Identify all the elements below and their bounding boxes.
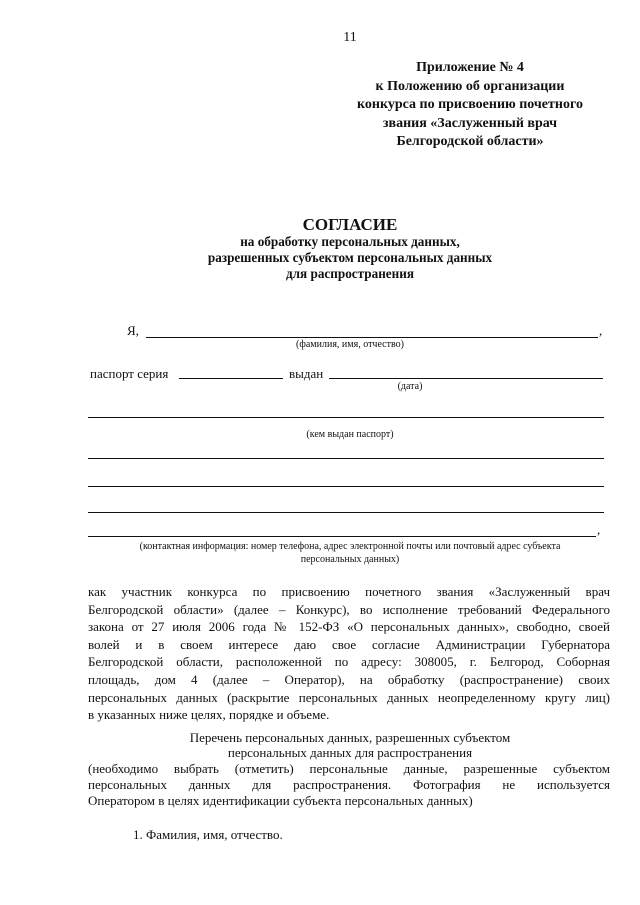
contact-caption-line: (контактная информация: номер телефона, адрес электронной почты или почтовый адрес субъекта xyxy=(139,541,561,552)
consent-paragraph xyxy=(88,583,610,724)
contact-field-line[interactable] xyxy=(88,458,604,459)
contact-caption xyxy=(90,540,610,566)
fio-caption: (фамилия, имя, отчество) xyxy=(296,339,404,350)
appendix-line: Белгородской области» xyxy=(396,134,544,149)
list-note xyxy=(88,761,610,809)
paragraph-line: как участник конкурса по присвоению почетного звания «Заслуженный врач xyxy=(88,584,610,599)
subtitle-line: разрешенных субъектом персональных данных xyxy=(207,250,493,265)
paragraph-line: персональных данных (раскрытие персональных данных неопределенному кругу лиц) xyxy=(88,689,610,705)
list-heading xyxy=(90,730,610,760)
list-note-line: (необходимо выбрать (отметить) персональные данные, разрешенные субъектом xyxy=(88,761,610,776)
i-label: Я, xyxy=(127,323,139,338)
fio-field[interactable] xyxy=(146,337,598,338)
list-heading-line: персональных данных для распространения xyxy=(227,745,473,760)
contact-field-line[interactable] xyxy=(88,486,604,487)
document-subtitle xyxy=(110,234,590,282)
contact-comma: , xyxy=(597,522,601,537)
appendix-line: к Положению об организации xyxy=(375,78,565,94)
issued-date-field[interactable] xyxy=(329,378,603,379)
contact-field-line[interactable] xyxy=(88,536,596,537)
contact-caption-line: персональных данных) xyxy=(300,554,400,565)
contact-field-line[interactable] xyxy=(88,512,604,513)
paragraph-line: волей и в своем интересе даю свое согласие Администрации Губернатора xyxy=(88,636,610,652)
issued-by-field[interactable] xyxy=(88,417,604,418)
paragraph-line: Белгородской области» (далее – Конкурс), во исполнение требований Федерального xyxy=(88,601,610,617)
list-note-line: Оператором в целях идентификации субъекта персональных данных) xyxy=(88,793,473,808)
subtitle-line: на обработку персональных данных, xyxy=(240,234,460,249)
passport-series-label: паспорт серия xyxy=(90,366,169,381)
date-caption: (дата) xyxy=(397,381,423,392)
paragraph-line: закона от 27 июля 2006 года № 152-ФЗ «О персональных данных», свободно, своей xyxy=(88,619,610,635)
paragraph-line: в указанных ниже целях, порядке и объеме. xyxy=(88,707,330,723)
page-number: 11 xyxy=(343,30,357,45)
appendix-line: конкурса по присвоению почетного xyxy=(357,97,583,112)
issued-label: выдан xyxy=(289,366,324,381)
document-title: СОГЛАСИЕ xyxy=(302,215,398,234)
paragraph-line: площадь, дом 4 (далее – Оператор), на обработку (распространение) своих xyxy=(88,671,610,687)
fio-comma: , xyxy=(599,323,603,338)
issued-by-caption: (кем выдан паспорт) xyxy=(306,429,394,440)
paragraph-line: Белгородской области, расположенной по адресу: 308005, г. Белгород, Соборная xyxy=(88,654,610,670)
subtitle-line: для распространения xyxy=(285,266,414,281)
list-heading-line: Перечень персональных данных, разрешенных субъектом xyxy=(189,730,511,745)
passport-series-field[interactable] xyxy=(179,378,283,379)
appendix-line: звания «Заслуженный врач xyxy=(382,115,558,131)
list-note-line: персональных данных для распространения. Фотография не используется xyxy=(88,777,610,792)
appendix-header xyxy=(330,59,610,152)
list-item-fio: 1. Фамилия, имя, отчество. xyxy=(133,827,283,842)
appendix-line: Приложение № 4 xyxy=(416,60,524,75)
